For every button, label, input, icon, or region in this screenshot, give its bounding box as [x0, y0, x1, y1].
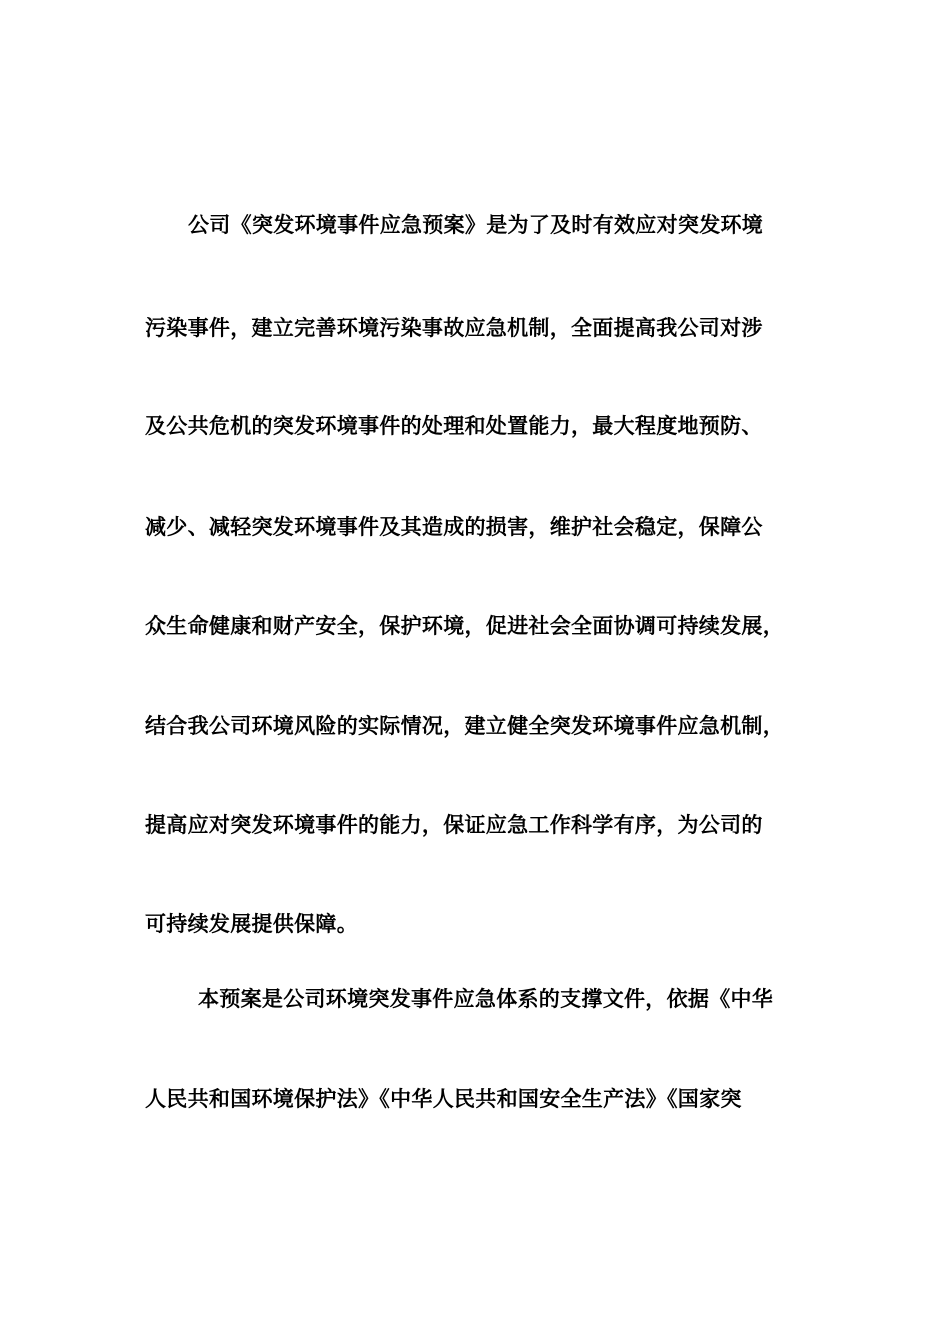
paragraph-1-line-4: 减少、减轻突发环境事件及其造成的损害，维护社会稳定，保障公	[145, 515, 763, 539]
paragraph-2-line-1: 本预案是公司环境突发事件应急体系的支撑文件，依据《中华	[198, 987, 774, 1011]
paragraph-2-line-2: 人民共和国环境保护法》《中华人民共和国安全生产法》《国家突	[145, 1087, 742, 1111]
paragraph-1-line-8: 可持续发展提供保障。	[145, 912, 358, 936]
paragraph-1-line-3: 及公共危机的突发环境事件的处理和处置能力，最大程度地预防、	[145, 414, 763, 438]
paragraph-1-line-5: 众生命健康和财产安全，保护环境，促进社会全面协调可持续发展，	[145, 614, 784, 638]
paragraph-1-line-6: 结合我公司环境风险的实际情况，建立健全突发环境事件应急机制，	[145, 714, 784, 738]
paragraph-1-line-7: 提高应对突发环境事件的能力，保证应急工作科学有序，为公司的	[145, 813, 763, 837]
paragraph-1-line-1: 公司《突发环境事件应急预案》是为了及时有效应对突发环境	[188, 213, 764, 237]
paragraph-1-line-2: 污染事件，建立完善环境污染事故应急机制，全面提高我公司对涉	[145, 316, 763, 340]
